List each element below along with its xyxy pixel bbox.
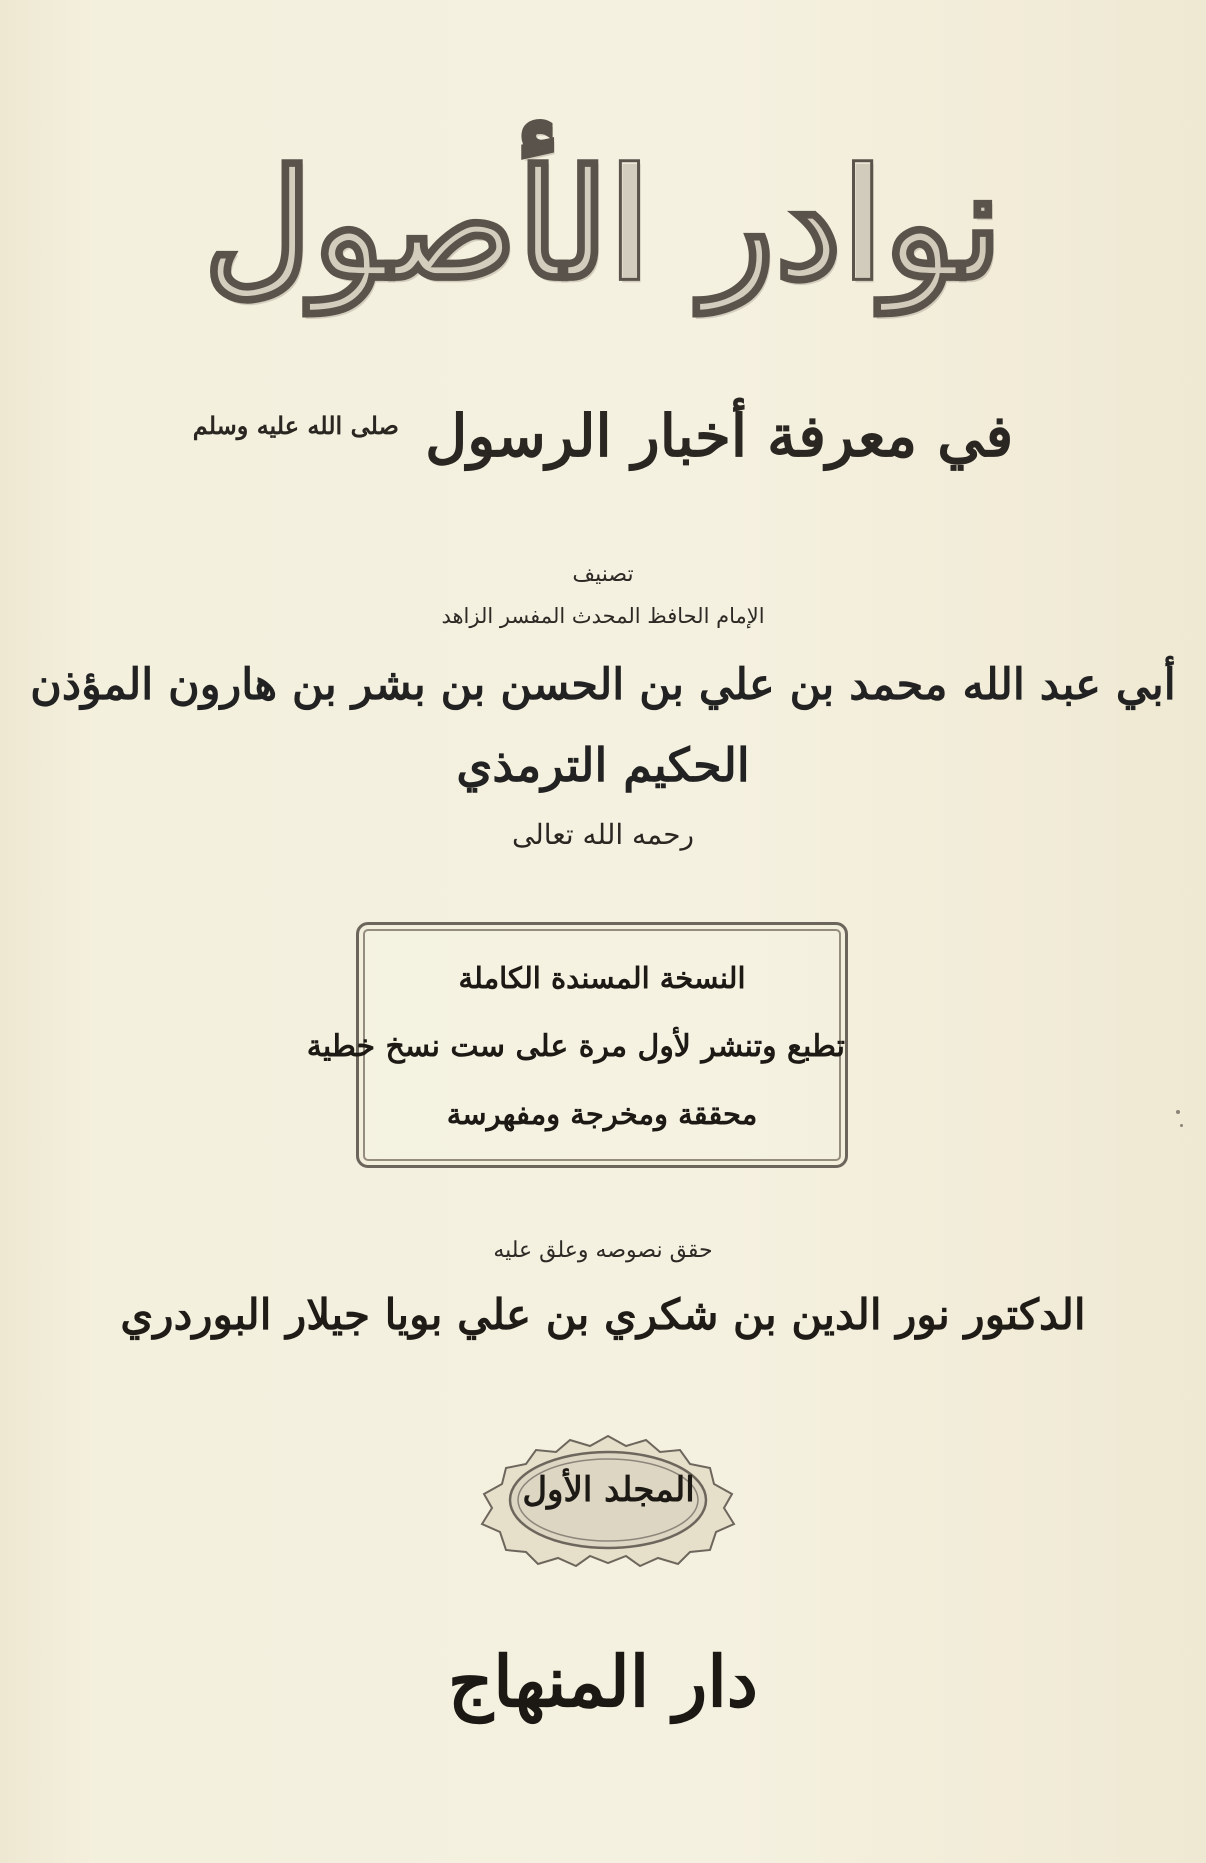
book-subtitle: [0, 402, 1206, 470]
author-name: أبي عبد الله محمد بن علي بن الحسن بن بشر بن هارون المؤذن: [30, 660, 1176, 710]
edition-line-manuscripts: تطبع وتنشر لأول مرة على ست نسخ خطية: [306, 1029, 845, 1064]
subtitle-text: في معرفة أخبار الرسول: [425, 402, 1014, 470]
paper-speck: [1176, 1110, 1180, 1114]
author-blessing: رحمه الله تعالى: [511, 818, 695, 851]
edition-line-complete: النسخة المسندة الكاملة: [458, 961, 746, 995]
author-prefix: تصنيف: [572, 562, 634, 587]
book-main-title: نوادر الأصول: [203, 137, 1003, 313]
volume-label: المجلد الأول: [522, 1470, 695, 1510]
editor-label: حقق نصوصه وعلق عليه: [493, 1238, 713, 1263]
author-titles: الإمام الحافظ المحدث المفسر الزاهد: [441, 604, 765, 628]
paper-speck: [1180, 1124, 1183, 1127]
volume-badge: [476, 1432, 741, 1567]
editor-name: الدكتور نور الدين بن شكري بن علي بويا جيلار البوردري: [120, 1290, 1086, 1339]
honorific-phrase: صلى الله عليه وسلم: [192, 411, 399, 440]
edition-line-verified: محققة ومخرجة ومفهرسة: [446, 1097, 758, 1131]
publisher-logo-text: دار المنهاج: [448, 1640, 758, 1723]
author-nisba: الحكيم الترمذي: [456, 738, 750, 792]
edition-description-box: [306, 922, 848, 1168]
